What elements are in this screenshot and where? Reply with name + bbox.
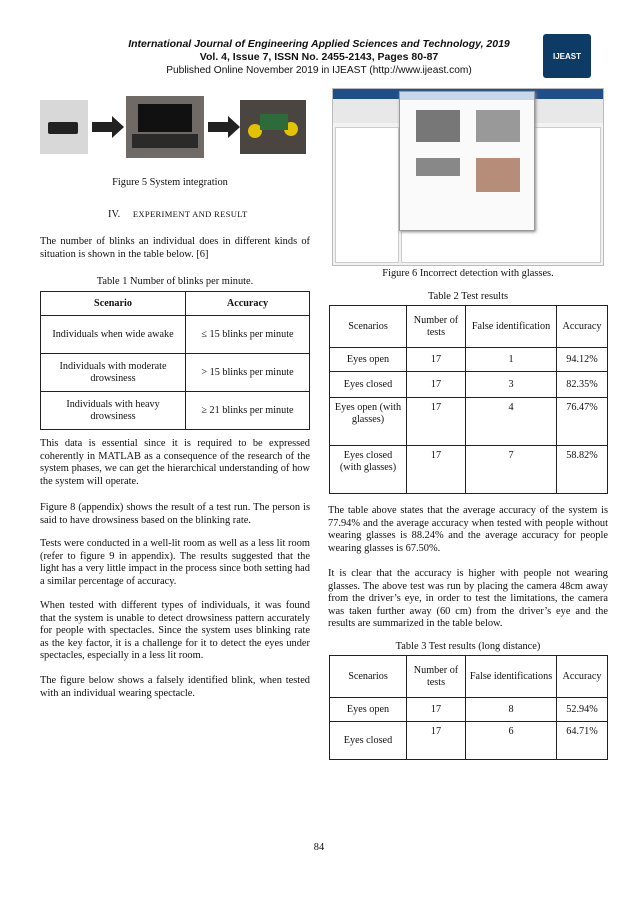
table-cell: ≥ 21 blinks per minute (186, 392, 310, 430)
table-2 (329, 305, 608, 494)
table-cell: 17 (407, 398, 466, 446)
section-title: EXPERIMENT AND RESULT (132, 209, 248, 219)
table-3 (329, 655, 608, 760)
table-header: Scenario (41, 292, 186, 316)
table-header: False identifications (466, 656, 557, 698)
paragraph: The table above states that the average accuracy of the system is 77.94% and the average accuracy when tested with people without wearing glasses is 88.24% and the average accuracy for people wearing glasses is 67.50%. (328, 505, 608, 554)
table-cell: 8 (466, 698, 557, 722)
robot-car-photo (240, 100, 306, 154)
table-cell: Eyes closed (with glasses) (330, 446, 407, 494)
table-cell: 64.71% (557, 722, 608, 760)
table-cell: 1 (466, 348, 557, 372)
paragraph: It is clear that the accuracy is higher with people not wearing glasses. The above test was run by placing the camera 48cm away from the driver’s eye, in order to test the limitations, the camera was taken further away (60 cm) from the driver’s eye and the results are summarized in the table below. (328, 568, 608, 630)
table-cell: Eyes open (330, 698, 407, 722)
page-number: 84 (313, 842, 325, 853)
section-heading (108, 209, 248, 220)
table-cell: 3 (466, 372, 557, 398)
table-header: Number of tests (407, 306, 466, 348)
journal-volume: Vol. 4, Issue 7, ISSN No. 2455-2143, Pages 80-87 (199, 51, 439, 63)
table-cell: 58.82% (557, 446, 608, 494)
table-cell: 17 (407, 722, 466, 760)
table-cell: > 15 blinks per minute (186, 354, 310, 392)
arrow-icon (208, 116, 240, 138)
paragraph: When tested with different types of individuals, it was found that the system is unable to detect drowsiness pattern accurately for people with spectacles. Since the system uses blinking rate as the key factor, it is a challenge for it to detect the eyes under spectacles, especially in a less lit room. (40, 600, 310, 662)
journal-title: International Journal of Engineering Applied Sciences and Technology, 2019 (128, 38, 510, 50)
table-3-caption: Table 3 Test results (long distance) (395, 641, 541, 652)
laptop-photo (126, 96, 204, 158)
table-header: Number of tests (407, 656, 466, 698)
paragraph: Figure 8 (appendix) shows the result of a test run. The person is said to have drowsiness based on the blinking rate. (40, 502, 310, 526)
table-cell: Eyes open (with glasses) (330, 398, 407, 446)
table-cell: 17 (407, 446, 466, 494)
paragraph: The number of blinks an individual does in different kinds of situation is shown in the table below. [6] (40, 236, 310, 260)
table-cell: Eyes closed (330, 372, 407, 398)
table-header: Scenarios (330, 656, 407, 698)
table-cell: Individuals with heavy drowsiness (41, 392, 186, 430)
table-header: Accuracy (557, 306, 608, 348)
figure-6-caption: Figure 6 Incorrect detection with glasses. (382, 268, 554, 279)
figure-5 (40, 96, 310, 166)
journal-published: Published Online November 2019 in IJEAST (http://www.ijeast.com) (166, 65, 472, 76)
table-cell: ≤ 15 blinks per minute (186, 316, 310, 354)
camera-photo (40, 100, 88, 154)
table-1 (40, 291, 310, 430)
table-cell: 17 (407, 698, 466, 722)
table-cell: Eyes closed (330, 722, 407, 760)
section-number: IV. (108, 209, 121, 220)
table-2-caption: Table 2 Test results (427, 291, 509, 302)
arrow-icon (92, 116, 124, 138)
table-cell: 17 (407, 372, 466, 398)
table-cell: 7 (466, 446, 557, 494)
table-cell: 4 (466, 398, 557, 446)
table-cell: Individuals when wide awake (41, 316, 186, 354)
ijeast-logo: IJEAST (543, 34, 591, 78)
table-cell: 52.94% (557, 698, 608, 722)
paragraph: This data is essential since it is required to be expressed coherently in MATLAB as a consequence of the research of the system phases, we can get the hierarchical understanding of how the system will operate. (40, 438, 310, 487)
table-header: Accuracy (186, 292, 310, 316)
table-cell: 82.35% (557, 372, 608, 398)
table-header: Accuracy (557, 656, 608, 698)
table-cell: 6 (466, 722, 557, 760)
table-cell: 76.47% (557, 398, 608, 446)
table-cell: 94.12% (557, 348, 608, 372)
table-cell: Eyes open (330, 348, 407, 372)
table-header: Scenarios (330, 306, 407, 348)
table-cell: Individuals with moderate drowsiness (41, 354, 186, 392)
figure-5-caption: Figure 5 System integration (112, 177, 228, 188)
figure-6-screenshot (332, 88, 604, 266)
table-1-caption: Table 1 Number of blinks per minute. (96, 276, 254, 287)
table-cell: 17 (407, 348, 466, 372)
paragraph: Tests were conducted in a well-lit room as well as a less lit room (refer to figure 9 in appendix). The results suggested that the light has a very little impact in the process since both setting had a similar percentage of accuracy. (40, 538, 310, 587)
table-header: False identification (466, 306, 557, 348)
paragraph: The figure below shows a falsely identified blink, when tested with an individual wearing spectacle. (40, 675, 310, 699)
